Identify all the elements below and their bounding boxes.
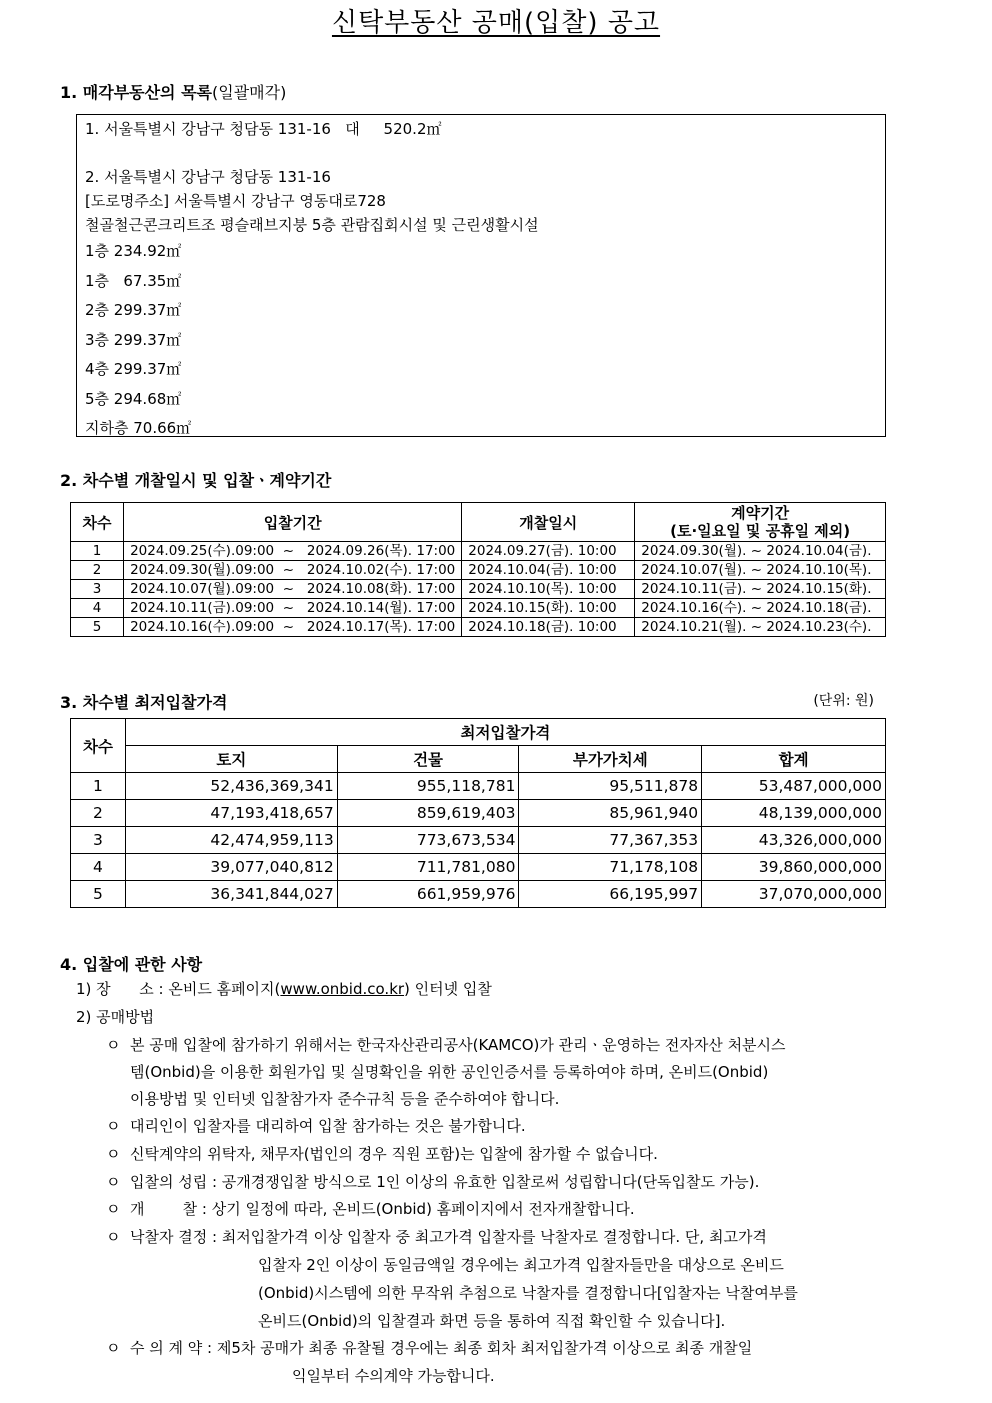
col-contract-line1: 계약기간	[731, 504, 790, 522]
cell-open: 2024.09.27(금). 10:00	[462, 542, 635, 561]
price-table	[70, 718, 886, 908]
table-row	[71, 854, 886, 881]
bullet3: 신탁계약의 위탁자, 채무자(법인의 경우 직원 포함)는 입찰에 참가할 수 없습니다.	[130, 1145, 658, 1163]
cell-bid: 2024.09.25(수).09:00 ~ 2024.09.26(목). 17:00	[124, 542, 462, 561]
bullet7-line2: 익일부터 수의계약 가능합니다.	[292, 1367, 495, 1385]
section3-heading: 3. 차수별 최저입찰가격	[60, 693, 228, 712]
table-row	[71, 800, 886, 827]
cell-round: 3	[71, 827, 126, 854]
bullet1-line1: 본 공매 입찰에 참가하기 위해서는 한국자산관리공사(KAMCO)가 관리ㆍ운영하는 전자자산 처분시스	[130, 1036, 786, 1054]
bullet6-line3: (Onbid)시스템에 의한 무작위 추첨으로 낙찰자를 결정합니다[입찰자는 낙찰여부를	[258, 1284, 798, 1302]
cell-round: 4	[71, 854, 126, 881]
cell-total: 53,487,000,000	[702, 773, 886, 800]
floor-item: 1층 67.35㎡	[85, 271, 182, 290]
page-title: 신탁부동산 공매(입찰) 공고	[331, 8, 661, 38]
col-group-min-price: 최저입찰가격	[125, 719, 885, 746]
cell-round: 4	[71, 599, 124, 618]
floor-item: 지하층 70.66㎡	[85, 419, 192, 437]
table-row	[71, 773, 886, 800]
col-opening: 개찰일시	[462, 503, 635, 542]
cell-vat: 77,367,353	[519, 827, 702, 854]
bullet-mark: ㅇ	[106, 1339, 121, 1357]
bullet2: 대리인이 입찰자를 대리하여 입찰 참가하는 것은 불가합니다.	[130, 1117, 526, 1135]
section1-heading-suffix: (일괄매각)	[212, 83, 287, 102]
cell-contract: 2024.09.30(월). ~ 2024.10.04(금).	[635, 542, 886, 561]
table-header-row	[71, 503, 886, 542]
col-contract-line2: (토·일요일 및 공휴일 제외)	[670, 522, 851, 540]
cell-building: 859,619,403	[337, 800, 519, 827]
cell-bid: 2024.09.30(월).09:00 ~ 2024.10.02(수). 17:00	[124, 561, 462, 580]
cell-round: 5	[71, 881, 126, 908]
unit-label: (단위: 원)	[813, 693, 874, 709]
cell-land: 52,436,369,341	[125, 773, 337, 800]
bullet4: 입찰의 성립 : 공개경쟁입찰 방식으로 1인 이상의 유효한 입찰로써 성립합니다(단독입찰도 가능).	[130, 1173, 760, 1191]
cell-land: 39,077,040,812	[125, 854, 337, 881]
cell-round: 2	[71, 800, 126, 827]
cell-total: 48,139,000,000	[702, 800, 886, 827]
cell-bid: 2024.10.07(월).09:00 ~ 2024.10.08(화). 17:00	[124, 580, 462, 599]
cell-contract: 2024.10.07(월). ~ 2024.10.10(목).	[635, 561, 886, 580]
floor-item: 2층 299.37㎡	[85, 301, 182, 319]
section1-heading	[60, 80, 286, 103]
bullet-mark: ㅇ	[106, 1228, 121, 1246]
item1-prefix: 1) 장 소 : 온비드 홈페이지(	[76, 980, 281, 998]
col-round: 차수	[71, 719, 126, 773]
bullet1-line2: 템(Onbid)을 이용한 회원가입 및 실명확인을 위한 공인인증서를 등록하여야 하며, 온비드(Onbid)	[130, 1063, 769, 1081]
table-row	[71, 561, 886, 580]
item2-method: 2) 공매방법	[76, 1008, 155, 1026]
col-building: 건물	[337, 746, 519, 773]
property-line-1: 1. 서울특별시 강남구 청담동 131-16 대 520.2㎡	[85, 120, 442, 138]
onbid-link[interactable]: www.onbid.co.kr	[280, 980, 405, 998]
cell-open: 2024.10.15(화). 10:00	[462, 599, 635, 618]
bullet1-line3: 이용방법 및 인터넷 입찰참가자 준수규칙 등을 준수하여야 합니다.	[130, 1090, 560, 1108]
table-header-row	[71, 746, 886, 773]
cell-bid: 2024.10.16(수).09:00 ~ 2024.10.17(목). 17:00	[124, 618, 462, 637]
cell-vat: 95,511,878	[519, 773, 702, 800]
section2-heading: 2. 차수별 개찰일시 및 입찰ㆍ계약기간	[60, 471, 332, 490]
col-total: 합계	[702, 746, 886, 773]
cell-total: 39,860,000,000	[702, 854, 886, 881]
cell-land: 36,341,844,027	[125, 881, 337, 908]
bullet-mark: ㅇ	[106, 1173, 121, 1191]
cell-building: 773,673,534	[337, 827, 519, 854]
cell-contract: 2024.10.21(월). ~ 2024.10.23(수).	[635, 618, 886, 637]
col-bid-period: 입찰기간	[124, 503, 462, 542]
bullet-mark: ㅇ	[106, 1145, 121, 1163]
cell-land: 47,193,418,657	[125, 800, 337, 827]
section1-heading-text: 1. 매각부동산의 목록	[60, 83, 212, 102]
cell-land: 42,474,959,113	[125, 827, 337, 854]
table-row	[71, 618, 886, 637]
table-row	[71, 580, 886, 599]
section4-heading: 4. 입찰에 관한 사항	[60, 955, 203, 974]
item1-suffix: ) 인터넷 입찰	[404, 980, 492, 998]
table-row	[71, 827, 886, 854]
floor-item: 1층 234.92㎡	[85, 242, 182, 260]
cell-round: 5	[71, 618, 124, 637]
cell-total: 37,070,000,000	[702, 881, 886, 908]
cell-building: 711,781,080	[337, 854, 519, 881]
bullet-mark: ㅇ	[106, 1117, 121, 1135]
property-list-box	[76, 114, 886, 437]
property-line-4: 철골철근콘크리트조 평슬래브지붕 5층 관람집회시설 및 근린생활시설	[85, 216, 539, 234]
cell-round: 1	[71, 773, 126, 800]
bullet6-line4: 온비드(Onbid)의 입찰결과 화면 등을 통하여 직접 확인할 수 있습니다].	[258, 1312, 726, 1330]
table-header-row	[71, 719, 886, 746]
table-row	[71, 599, 886, 618]
cell-vat: 71,178,108	[519, 854, 702, 881]
bullet6-line2: 입찰자 2인 이상이 동일금액일 경우에는 최고가격 입찰자들만을 대상으로 온비드	[258, 1256, 784, 1274]
floor-item: 5층 294.68㎡	[85, 389, 182, 408]
bullet6-line1: 낙찰자 결정 : 최저입찰가격 이상 입찰자 중 최고가격 입찰자를 낙찰자로 결정합니다. 단, 최고가격	[130, 1228, 767, 1246]
cell-bid: 2024.10.11(금).09:00 ~ 2024.10.14(월). 17:00	[124, 599, 462, 618]
col-round: 차수	[71, 503, 124, 542]
col-contract	[635, 503, 886, 542]
floor-item: 4층 299.37㎡	[85, 360, 182, 378]
property-line-3: [도로명주소] 서울특별시 강남구 영동대로728	[85, 192, 386, 210]
bullet-mark: ㅇ	[106, 1200, 121, 1218]
cell-contract: 2024.10.11(금). ~ 2024.10.15(화).	[635, 580, 886, 599]
bullet5: 개 찰 : 상기 일정에 따라, 온비드(Onbid) 홈페이지에서 전자개찰합니다.	[130, 1200, 635, 1218]
cell-building: 661,959,976	[337, 881, 519, 908]
item1-venue	[76, 978, 492, 1000]
cell-contract: 2024.10.16(수). ~ 2024.10.18(금).	[635, 599, 886, 618]
cell-open: 2024.10.04(금). 10:00	[462, 561, 635, 580]
cell-total: 43,326,000,000	[702, 827, 886, 854]
bullet7-line1: 수 의 계 약 : 제5차 공매가 최종 유찰될 경우에는 최종 회차 최저입찰가격 이상으로 최종 개찰일	[130, 1339, 753, 1357]
schedule-table	[70, 502, 886, 637]
property-line-2: 2. 서울특별시 강남구 청담동 131-16	[85, 168, 331, 186]
cell-open: 2024.10.18(금). 10:00	[462, 618, 635, 637]
cell-vat: 85,961,940	[519, 800, 702, 827]
cell-round: 3	[71, 580, 124, 599]
blank-line	[85, 141, 877, 165]
bullet-mark: ㅇ	[106, 1036, 121, 1054]
cell-open: 2024.10.10(목). 10:00	[462, 580, 635, 599]
floor-item: 3층 299.37㎡	[85, 330, 182, 349]
cell-round: 2	[71, 561, 124, 580]
col-vat: 부가가치세	[519, 746, 702, 773]
cell-vat: 66,195,997	[519, 881, 702, 908]
table-row	[71, 542, 886, 561]
col-land: 토지	[125, 746, 337, 773]
table-row	[71, 881, 886, 908]
cell-round: 1	[71, 542, 124, 561]
cell-building: 955,118,781	[337, 773, 519, 800]
